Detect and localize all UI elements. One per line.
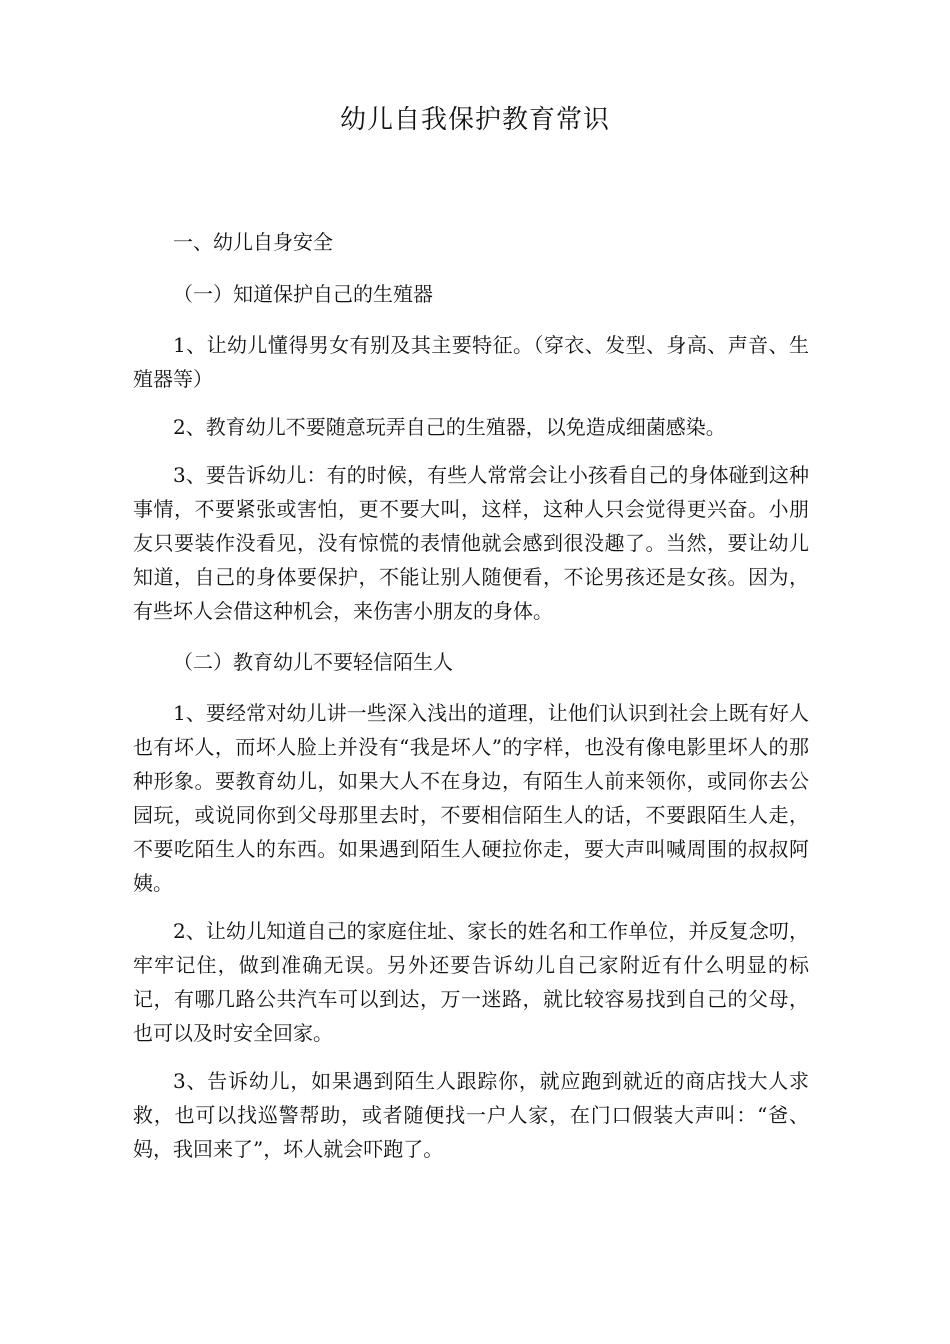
paragraph: 3、要告诉幼儿：有的时候，有些人常常会让小孩看自己的身体碰到这种事情，不要紧张或害怕，更不要大叫，这样，这种人只会觉得更兴奋。小朋友只要装作没看见，没有惊慌的表情他就会感到很没趣了。当然，要让幼儿知道，自己的身体要保护，不能让别人随便看，不论男孩还是女孩。因为，有些坏人会借这种机会，来伤害小朋友的身体。 <box>133 463 809 623</box>
document-body <box>133 222 809 1180</box>
paragraph: 1、让幼儿懂得男女有别及其主要特征。（穿衣、发型、身高、声音、生殖器等） <box>133 333 809 391</box>
paragraph: 2、教育幼儿不要随意玩弄自己的生殖器，以免造成细菌感染。 <box>173 415 726 439</box>
paragraph: 3、告诉幼儿，如果遇到陌生人跟踪你，就应跑到就近的商店找大人求救，也可以找巡警帮助，或者随便找一户人家，在门口假装大声叫：“爸、妈，我回来了”，坏人就会吓跑了。 <box>133 1069 809 1161</box>
paragraph: 2、让幼儿知道自己的家庭住址、家长的姓名和工作单位，并反复念叨，牢牢记住，做到准确无误。另外还要告诉幼儿自己家附近有什么明显的标记，有哪几路公共汽车可以到达，万一迷路，就比较容易找到自己的父母，也可以及时安全回家。 <box>133 919 809 1045</box>
section-heading: 一、幼儿自身安全 <box>173 230 333 254</box>
subsection-heading: （一）知道保护自己的生殖器 <box>173 282 433 306</box>
paragraph: 1、要经常对幼儿讲一些深入浅出的道理，让他们认识到社会上既有好人也有坏人，而坏人脸上并没有“我是坏人”的字样，也没有像电影里坏人的那种形象。要教育幼儿，如果大人不在身边，有陌生人前来领你，或同你去公园玩，或说同你到父母那里去时，不要相信陌生人的话，不要跟陌生人走，不要吃陌生人的东西。如果遇到陌生人硬拉你走，要大声叫喊周围的叔叔阿姨。 <box>133 701 809 895</box>
document-title: 幼儿自我保护教育常识 <box>339 105 610 135</box>
subsection-heading: （二）教育幼儿不要轻信陌生人 <box>173 650 453 674</box>
